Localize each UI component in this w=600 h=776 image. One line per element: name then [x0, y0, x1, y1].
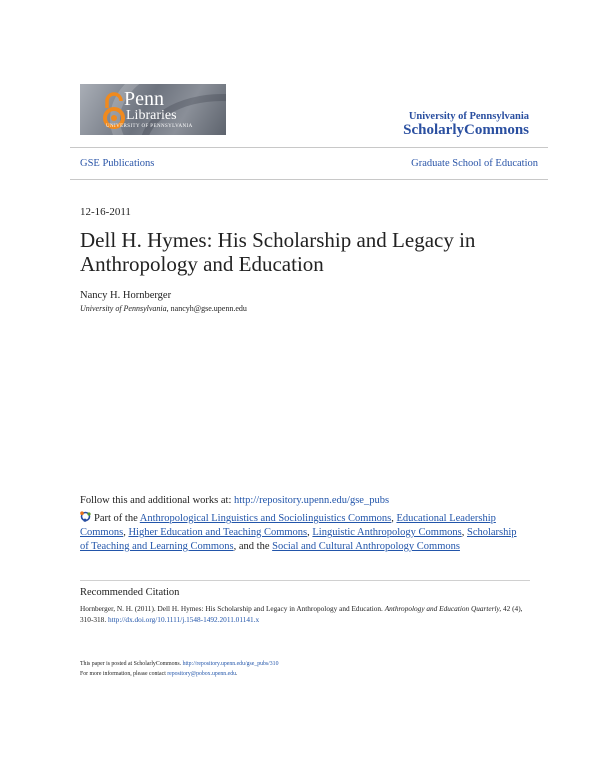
- article-title: [80, 228, 520, 276]
- commons-link-social-cultural-anthropology[interactable]: Social and Cultural Anthropology Commons: [272, 541, 460, 552]
- part-of-section: [80, 511, 525, 554]
- logo-penn-text: Penn: [124, 88, 164, 110]
- brand-university[interactable]: University of Pennsylvania: [408, 111, 529, 122]
- affiliation-institution: University of Pennsylvania: [80, 304, 167, 313]
- publication-date: 12-16-2011: [80, 206, 131, 218]
- commons-link-educational-leadership[interactable]: Educational Leadership Commons: [80, 513, 496, 538]
- citation-journal: Anthropology and Education Quarterly,: [384, 604, 502, 613]
- commons-link-higher-education[interactable]: Higher Education and Teaching Commons: [128, 527, 308, 538]
- network-icon: [80, 511, 91, 522]
- author-name: Nancy H. Hornberger: [80, 290, 172, 301]
- footer-posted-line: [80, 661, 278, 667]
- footer-contact-end: .: [236, 671, 238, 677]
- citation-body: Hornberger, N. H. (2011). Dell H. Hymes: His Scholarship and Legacy in Anthropology and Education.: [80, 604, 385, 613]
- citation-volume: 42 (4), 310-318.: [80, 604, 523, 624]
- logo-libraries-text: Libraries: [126, 108, 177, 123]
- commons-link-anthropological-linguistics[interactable]: Anthropological Linguistics and Sociolinguistics Commons: [139, 513, 392, 524]
- recommended-citation-label: Recommended Citation: [80, 587, 180, 598]
- follow-line: [80, 495, 389, 506]
- citation-divider: [80, 580, 530, 581]
- penn-libraries-logo[interactable]: [80, 84, 226, 135]
- nav-gse-publications-link[interactable]: GSE Publications: [80, 158, 155, 169]
- footer-contact-line: [80, 671, 237, 677]
- follow-label: Follow this and additional works at:: [80, 495, 234, 506]
- part-of-prefix: Part of the: [94, 513, 140, 524]
- footer-posted-link[interactable]: http://repository.upenn.edu/gse_pubs/310: [182, 661, 279, 667]
- header-divider-top: [70, 147, 548, 148]
- article-title-line2: Anthropology and Education: [80, 252, 324, 276]
- commons-link-scholarship-teaching[interactable]: Scholarship of Teaching and Learning Commons: [80, 527, 517, 552]
- footer-contact-email-link[interactable]: repository@pobox.upenn.edu: [167, 671, 237, 677]
- separator: ,: [391, 513, 397, 524]
- separator: ,: [461, 527, 467, 538]
- header-divider-bottom: [70, 179, 548, 180]
- author-affiliation: [80, 304, 247, 313]
- brand-scholarlycommons[interactable]: ScholarlyCommons: [403, 122, 529, 138]
- separator: ,: [307, 527, 313, 538]
- citation-text: [80, 603, 530, 625]
- commons-link-linguistic-anthropology[interactable]: Linguistic Anthropology Commons: [312, 527, 462, 538]
- nav-graduate-school-link[interactable]: Graduate School of Education: [411, 158, 538, 169]
- footer-posted-label: This paper is posted at ScholarlyCommons.: [80, 661, 183, 667]
- affiliation-email: , nancyh@gse.upenn.edu: [166, 304, 247, 313]
- separator: , and the: [233, 541, 273, 552]
- separator: ,: [123, 527, 129, 538]
- article-title-line1: Dell H. Hymes: His Scholarship and Legacy in: [80, 228, 476, 252]
- footer-contact-label: For more information, please contact: [80, 671, 168, 677]
- citation-doi-link[interactable]: http://dx.doi.org/10.1111/j.1548-1492.2011.01141.x: [107, 615, 260, 624]
- logo-university-text: UNIVERSITY OF PENNSYLVANIA: [106, 124, 193, 129]
- follow-url-link[interactable]: http://repository.upenn.edu/gse_pubs: [234, 495, 390, 506]
